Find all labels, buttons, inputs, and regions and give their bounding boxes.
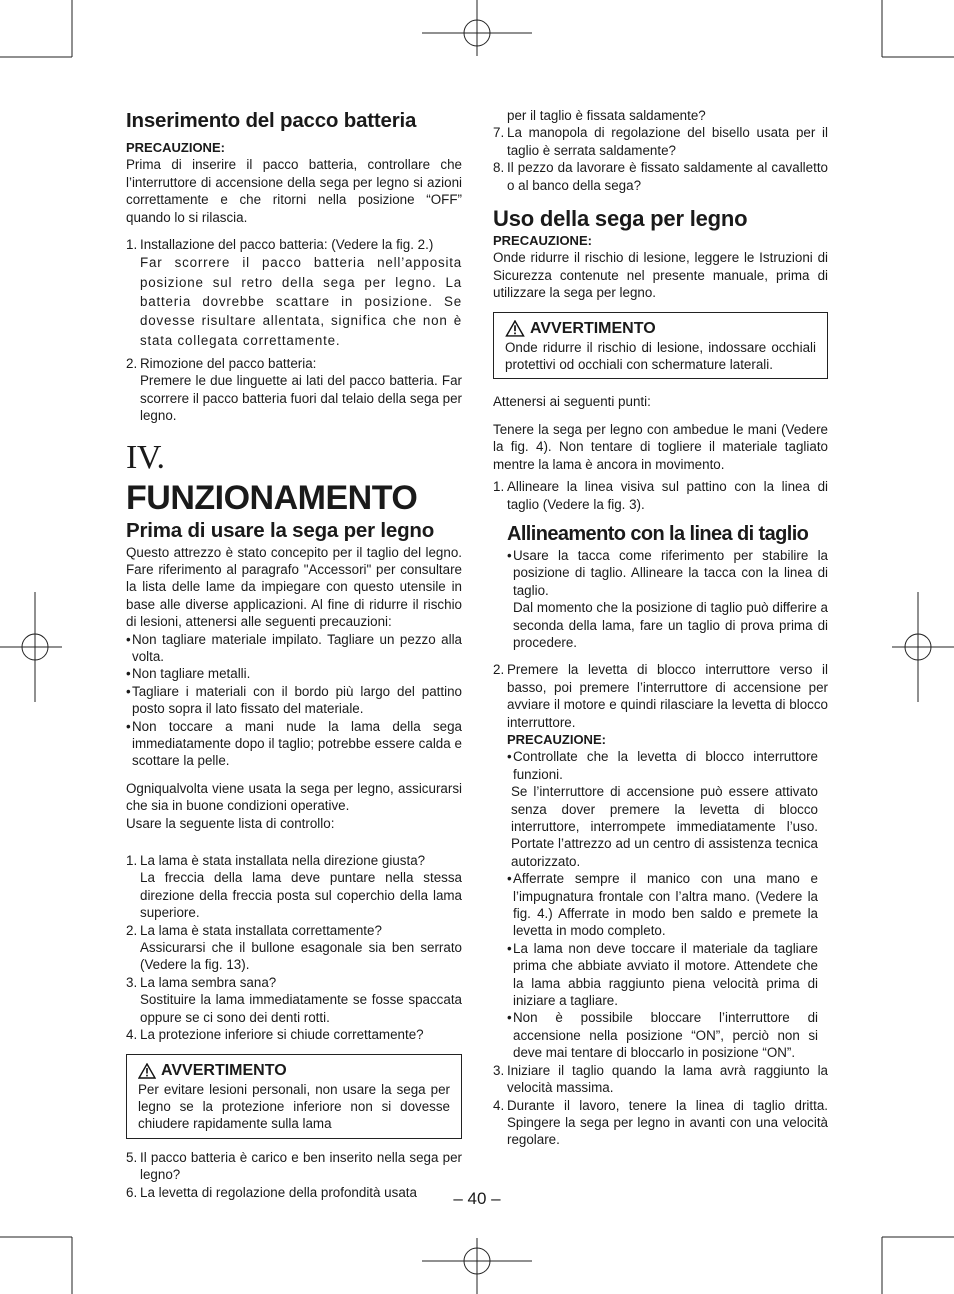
caution-label: PRECAUZIONE:: [493, 233, 592, 249]
list-item: 1. Installazione del pacco batteria: (Vedere la fig. 2.): [126, 237, 434, 253]
bullet-item: • Non tagliare materiale impilato. Tagliare un pezzo alla volta.: [126, 631, 462, 664]
checklist-text: La freccia della lama deve puntare nella stessa direzione della freccia posta sul coperchio della lama superiore.: [140, 870, 462, 921]
bullet-item: • Usare la tacca come riferimento per stabilire la posizione di taglio. Allineare la tacca con la linea di taglio.: [507, 547, 828, 598]
paragraph: Tenere la sega per legno con ambedue le mani (Vedere la fig. 4). Non tentare di togliere il materiale tagliato mentre la lama è ancora in movimento.: [493, 421, 828, 472]
section-title-use: Uso della sega per legno: [493, 206, 748, 232]
checklist-item: 4. La protezione inferiore si chiude correttamente?: [126, 1027, 424, 1043]
caution-bullets: [493, 748, 828, 1061]
caution-label: PRECAUZIONE:: [126, 140, 225, 155]
warning-triangle-icon: [505, 320, 525, 337]
page-number: – 40 –: [453, 1189, 501, 1208]
checklist-item: 8. Il pezzo da lavorare è fissato saldamente al cavalletto o al banco della sega?: [493, 160, 828, 193]
step-item: 4. Durante il lavoro, tenere la linea di taglio dritta. Spingere la sega per legno in avanti con una velocità regolare.: [493, 1097, 828, 1148]
checklist-item: 3. La lama sembra sana?: [126, 974, 277, 990]
checklist-item: 2. La lama è stata installata correttamente?: [126, 922, 382, 938]
checklist-text: Sostituire la lama immediatamente se fosse spaccata oppure se ci sono dei denti rotti.: [140, 992, 462, 1025]
bullet-continuation: Se l’interruttore di accensione può essere attivato senza dover premere la levetta di blocco interruttore, interrompete immediatamente l’uso. Portate l’attrezzo ad un centro di assistenza tecnica autorizzato.: [511, 784, 818, 869]
list-item: 2. Rimozione del pacco batteria:: [126, 355, 317, 371]
bullet-item: • La lama non deve toccare il materiale da tagliare prima che abbiate avviato il motore. Attendete che la lama abbia raggiunto piena velocità prima di iniziare a tagliare.: [507, 940, 818, 1009]
bullet-item: • Afferrate sempre il manico con una mano e l’impugnatura frontale con l’altra mano. (Vedere la fig. 4.) Afferrate in modo ben saldo e premete la levetta in modo completo.: [507, 871, 818, 939]
warning-label: AVVERTIMENTO: [161, 1061, 287, 1079]
caution-label: PRECAUZIONE:: [507, 731, 606, 747]
bullet-item: • Non tagliare metalli.: [126, 666, 251, 682]
warning-text: Per evitare lesioni personali, non usare la sega per legno se la protezione inferiore non si dovesse chiudere rapidamente sulla lama: [138, 1081, 450, 1132]
subsection-title: Allineamento con la linea di taglio: [507, 522, 809, 545]
warning-box: [493, 312, 828, 380]
warning-triangle-icon: [138, 1063, 156, 1079]
caution-text: Onde ridurre il rischio di lesione, leggere le Istruzioni di Sicurezza contenute nel presente manuale, prima di utilizzare la sega per legno.: [493, 250, 828, 301]
paragraph: Ogniqualvolta viene usata la sega per legno, assicurarsi che sia in buone condizioni operative.: [126, 780, 462, 814]
bullet-item: • Controllate che la levetta di blocco interruttore funzioni.: [507, 749, 818, 782]
checklist-item: 7. La manopola di regolazione del bisello usata per il taglio è serrata saldamente?: [493, 125, 828, 158]
warning-label: AVVERTIMENTO: [530, 319, 656, 337]
intro-text: Questo attrezzo è stato concepito per il taglio del legno. Fare riferimento al paragrafo "Accessori" per consultare la lista delle lame da impiegare con questo utensile in base alle diverse applicazioni. Al fine di ridurre il rischio di lesioni, attenersi alle seguenti precauzioni:: [126, 544, 462, 630]
paragraph: Usare la seguente lista di controllo:: [126, 815, 335, 831]
step-item: 3. Iniziare il taglio quando la lama avrà raggiunto la velocità massima.: [493, 1062, 828, 1096]
section-title-before-use: Prima di usare la sega per legno: [126, 518, 435, 542]
bullet-item: • Tagliare i materiali con il bordo più largo del pattino posto sopra il lato fissato del materiale.: [126, 683, 462, 717]
chapter-title: IV. FUNZIONAMENTO: [126, 438, 418, 517]
section-title-battery: Inserimento del pacco batteria: [126, 109, 417, 132]
left-column: [126, 108, 462, 1201]
step-item: 1. Allineare la linea visiva sul pattino con la linea di taglio (Vedere la fig. 3).: [493, 479, 828, 512]
checklist-continuation: per il taglio è fissata saldamente?: [507, 108, 706, 123]
list-item-text: Far scorrere il pacco batteria nell’apposita posizione sul retro della sega per legno. La batteria dovrebbe scattare in posizione. Se dovesse risultare allentata, significa che non è stata collegata correttamente.: [140, 255, 462, 348]
warning-text: Onde ridurre il rischio di lesione, indossare occhiali protettivi od occhiali con schermature laterali.: [505, 339, 816, 373]
bullet-item: • Non è possibile bloccare l’interruttore di accensione nella posizione “ON”, perciò non si deve mai tentare di bloccarlo in posizione “ON”.: [507, 1010, 818, 1061]
step-item: 2. Premere la levetta di blocco interruttore verso il basso, poi premere l’interruttore di accensione per avviare il motore e quindi rilasciare la levetta di blocco interruttore.: [493, 662, 828, 730]
checklist-item: 5. Il pacco batteria è carico e ben inserito nella sega per legno?: [126, 1149, 462, 1183]
bullet-item: • Non toccare a mani nude la lama della sega immediatamente dopo il taglio; potrebbe essere calda e scottare la pelle.: [126, 718, 462, 769]
bullet-continuation: Dal momento che la posizione di taglio può differire a seconda della lama, fare un taglio di prova prima di procedere.: [513, 600, 828, 650]
caution-text: Prima di inserire il pacco batteria, controllare che l’interruttore di accensione della sega per legno si azioni correttamente e che ritorni nella posizione “OFF” quando lo si rilascia.: [126, 157, 462, 225]
checklist-item: 1. La lama è stata installata nella direzione giusta?: [126, 853, 426, 869]
right-column: [493, 107, 828, 1149]
checklist-item: 6. La levetta di regolazione della profondità usata: [126, 1184, 417, 1200]
list-item-text: Premere le due linguette ai lati del pacco batteria. Far scorrere il pacco batteria fuori dal telaio della sega per legno.: [140, 373, 462, 424]
checklist-text: Assicurarsi che il bullone esagonale sia ben serrato (Vedere la fig. 13).: [140, 940, 462, 973]
warning-box: [126, 1054, 462, 1139]
paragraph: Attenersi ai seguenti punti:: [493, 394, 651, 410]
